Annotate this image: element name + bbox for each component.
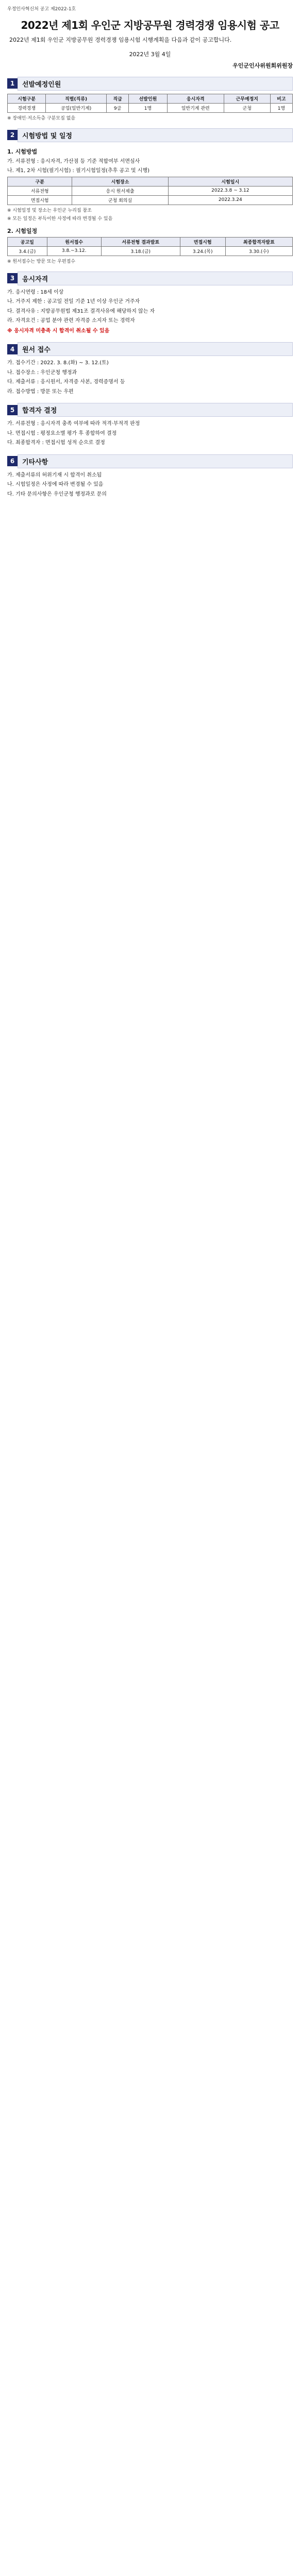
announce-date: 2022년 3월 4일 (129, 50, 171, 58)
th-cell: 서류전형 결과발표 (101, 237, 180, 246)
th-cell: 최종합격자발표 (225, 237, 292, 246)
td-cell: 2022.3.24 (168, 195, 292, 205)
td-cell: 일반기계 관련 (167, 103, 224, 112)
th-cell: 공고일 (8, 237, 47, 246)
section-number: 6 (7, 456, 18, 466)
th-cell: 원서접수 (47, 237, 101, 246)
section-title: 기타사항 (18, 454, 293, 468)
section-number: 1 (7, 78, 18, 89)
paragraph: 나. 거주지 제한 : 공고일 전일 기준 1년 이상 우인군 거주자 (7, 299, 140, 304)
section-title: 합격자 결정 (18, 403, 293, 417)
section-number: 4 (7, 344, 18, 354)
td-cell: 공업(일반기계) (46, 103, 107, 112)
intro-text: 2022년 제1회 우인군 지방공무원 경력경쟁 임용시험 시행계획을 다음과 같이 공고합니다. (9, 37, 232, 43)
th-cell: 면접시험 (180, 237, 225, 246)
section-title: 시험방법 및 일정 (18, 128, 293, 142)
th-cell: 근무예정지 (224, 94, 270, 103)
table-row (8, 186, 293, 195)
page-title: 2022년 제1회 우인군 지방공무원 경력경쟁 임용시험 공고 (21, 19, 279, 31)
td-cell: 1명 (129, 103, 167, 112)
table-row (8, 103, 293, 112)
table-row (8, 246, 293, 256)
td-cell: 1명 (270, 103, 292, 112)
td-cell: 9급 (106, 103, 128, 112)
note: ※ 원서접수는 방문 또는 우편접수 (7, 259, 76, 264)
top-note: 우정인사혁신처 공고 제2022-1호 (7, 7, 76, 12)
subsection-title: 2. 시험일정 (7, 227, 38, 234)
paragraph: 가. 서류전형 : 응시자격 충족 여부에 따라 적격·부적격 판정 (7, 421, 140, 427)
section-2-header (7, 128, 293, 142)
paragraph: 다. 기타 문의사항은 우인군청 행정과로 문의 (7, 491, 107, 497)
td-cell: 군청 (224, 103, 270, 112)
subsection-title: 1. 시험방법 (7, 148, 38, 155)
announce-org: 우인군인사위원회위원장 (232, 62, 293, 69)
paragraph: 다. 최종합격자 : 면접시험 성적 순으로 결정 (7, 440, 105, 446)
paragraph: 가. 서류전형 : 응시자격, 가산점 등 기준 적합여부 서면심사 (7, 158, 140, 164)
td-cell: 면접시험 (8, 195, 72, 205)
section-title: 원서 접수 (18, 342, 293, 356)
th-cell: 비고 (270, 94, 292, 103)
td-cell: 군청 회의실 (72, 195, 168, 205)
td-cell: 서류전형 (8, 186, 72, 195)
th-cell: 응시자격 (167, 94, 224, 103)
recruit-table (7, 94, 293, 113)
note: ※ 모든 일정은 부득이한 사정에 따라 변경될 수 있음 (7, 216, 113, 222)
td-cell: 3.30.(수) (225, 246, 292, 256)
th-cell: 구분 (8, 177, 72, 186)
paragraph: 나. 면접시험 : 평정요소별 평가 후 종합하여 결정 (7, 430, 117, 436)
note: ※ 시험일정 및 장소는 우인군 누리집 참조 (7, 208, 92, 213)
table-header-row (8, 177, 293, 186)
table-row (8, 195, 293, 205)
paragraph: 가. 제출서류의 허위기재 시 합격이 취소됨 (7, 472, 102, 478)
th-cell: 선발인원 (129, 94, 167, 103)
section-3-header (7, 272, 293, 285)
paragraph: 나. 접수장소 : 우인군청 행정과 (7, 369, 77, 376)
td-cell: 3.8.~3.12. (47, 246, 101, 256)
note: ※ 장애인·저소득층 구분모집 없음 (7, 115, 76, 121)
td-cell: 3.24.(목) (180, 246, 225, 256)
section-1-header (7, 77, 293, 91)
td-cell: 3.18.(금) (101, 246, 180, 256)
warning-text: ※ 응시자격 미충족 시 합격이 취소될 수 있음 (7, 328, 110, 334)
table-header-row (8, 94, 293, 103)
th-cell: 직급 (106, 94, 128, 103)
paragraph: 다. 결격사유 : 지방공무원법 제31조 결격사유에 해당하지 않는 자 (7, 308, 155, 314)
paragraph: 가. 접수기간 : 2022. 3. 8.(화) ~ 3. 12.(토) (7, 360, 109, 366)
schedule-table (7, 177, 293, 205)
section-number: 2 (7, 130, 18, 140)
section-4-header (7, 342, 293, 356)
th-cell: 직렬(직류) (46, 94, 107, 103)
paragraph: 다. 제출서류 : 응시원서, 자격증 사본, 경력증명서 등 (7, 379, 125, 385)
section-5-header (7, 403, 293, 417)
section-title: 선발예정인원 (18, 77, 293, 91)
section-6-header (7, 454, 293, 468)
section-number: 5 (7, 405, 18, 415)
section-title: 응시자격 (18, 272, 293, 285)
td-cell: 응시 원서제출 (72, 186, 168, 195)
th-cell: 시험장소 (72, 177, 168, 186)
date-table (7, 237, 293, 256)
td-cell: 2022.3.8 ~ 3.12 (168, 186, 292, 195)
paragraph: 라. 자격요건 : 공업 분야 관련 자격증 소지자 또는 경력자 (7, 318, 135, 324)
td-cell: 3.4.(금) (8, 246, 47, 256)
paragraph: 라. 접수방법 : 방문 또는 우편 (7, 388, 74, 395)
th-cell: 시험일시 (168, 177, 292, 186)
section-number: 3 (7, 273, 18, 283)
paragraph: 나. 시험일정은 사정에 따라 변경될 수 있음 (7, 482, 104, 487)
td-cell: 경력경쟁 (8, 103, 46, 112)
paragraph: 가. 응시연령 : 18세 이상 (7, 289, 64, 295)
paragraph: 나. 제1, 2차 시험(필기시험) : 필기시험일정(추후 공고 및 시행) (7, 168, 150, 174)
table-header-row (8, 237, 293, 246)
th-cell: 시험구분 (8, 94, 46, 103)
